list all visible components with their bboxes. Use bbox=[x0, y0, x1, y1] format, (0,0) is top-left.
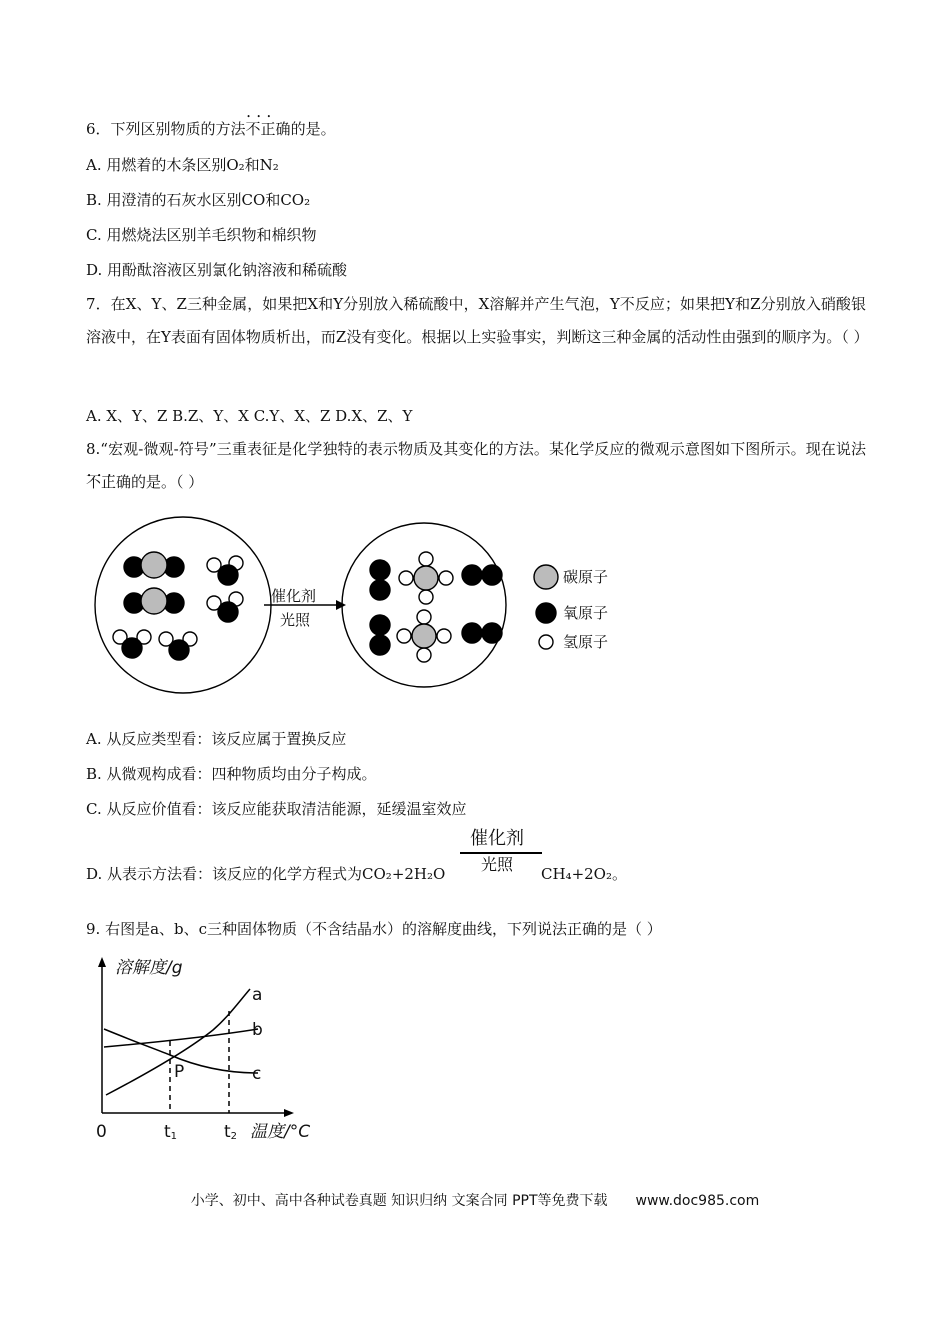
q6-option-a: A. 用燃着的木条区别O₂和N₂ bbox=[86, 156, 279, 174]
hydrogen-atom-legend-icon bbox=[539, 635, 553, 649]
q6-option-c: C. 用燃烧法区别羊毛织物和棉织物 bbox=[86, 226, 317, 244]
q7-stem: 7．在X、Y、Z三种金属，如果把X和Y分别放入稀硫酸中，X溶解并产生气泡，Y不反应；如果把Y和Z分别放入硝酸银溶液中，在Y表面有固体物质析出，而Z没有变化。根据以上实验事实，判断这三种金属的活动性由强到的顺序为。（ ） bbox=[86, 295, 869, 346]
x-axis-arrow-icon bbox=[284, 1109, 294, 1117]
q8-option-c: C. 从反应价值看：该反应能获取清洁能源，延缓温室效应 bbox=[86, 800, 467, 818]
graph-point-p: P bbox=[174, 1062, 185, 1082]
y-axis-arrow-icon bbox=[98, 957, 106, 967]
q8-option-a: A. 从反应类型看：该反应属于置换反应 bbox=[86, 730, 347, 748]
curve-c-label: c bbox=[252, 1064, 262, 1084]
q6-option-d: D. 用酚酞溶液区别氯化钠溶液和稀硫酸 bbox=[86, 261, 348, 279]
t2-letter: t bbox=[224, 1122, 231, 1142]
h2o-molecule bbox=[159, 632, 197, 660]
equation-condition-top: 催化剂 bbox=[470, 828, 524, 849]
graph-xlabel: 温度/°C bbox=[250, 1122, 311, 1142]
q6-option-b: B. 用澄清的石灰水区别CO和CO₂ bbox=[86, 191, 311, 209]
q8-option-b: B. 从微观构成看：四种物质均由分子构成。 bbox=[86, 765, 377, 783]
q8-stem-emphasis: ••• 不正确 bbox=[86, 473, 131, 491]
legend-hydrogen-label: 氢原子 bbox=[563, 633, 609, 651]
legend-carbon-label: 碳原子 bbox=[563, 568, 609, 586]
o2-molecule bbox=[370, 560, 390, 600]
oxygen-atom-legend-icon bbox=[536, 603, 556, 623]
curve-a-label: a bbox=[252, 985, 263, 1005]
carbon-atom-legend-icon bbox=[534, 565, 558, 589]
curve-b-label: b bbox=[252, 1020, 263, 1040]
t2-subscript: 2 bbox=[230, 1131, 238, 1142]
page-footer bbox=[0, 1190, 950, 1210]
graph-t2-label bbox=[224, 1122, 237, 1147]
q9-stem: 9. 右图是a、b、c三种固体物质（不含结晶水）的溶解度曲线，下列说法正确的是（ ） bbox=[86, 920, 662, 938]
co2-molecule bbox=[124, 552, 184, 578]
o2-molecule bbox=[370, 615, 390, 655]
ch4-molecule bbox=[397, 589, 451, 662]
arrow-label-bottom: 光照 bbox=[280, 611, 311, 629]
q7-options: A. X、Y、Z B.Z、Y、X C.Y、X、Z D.X、Z、Y bbox=[86, 407, 413, 425]
q8-option-d-pre: D. 从表示方法看：该反应的化学方程式为CO₂+2H₂O bbox=[86, 865, 446, 883]
q6-stem-post: 的是。 bbox=[290, 120, 336, 138]
arrow-label-top: 催化剂 bbox=[271, 587, 317, 605]
q8-stem bbox=[86, 433, 866, 499]
equation-arrow-line bbox=[460, 852, 542, 854]
o2-molecule bbox=[462, 565, 502, 585]
co2-molecule bbox=[124, 588, 184, 614]
q6-stem-emphasis: ••• 不正确 bbox=[246, 120, 291, 138]
h2o-molecule bbox=[113, 630, 151, 658]
h2o-molecule bbox=[207, 592, 243, 622]
o2-molecule bbox=[462, 623, 502, 643]
t1-subscript: 1 bbox=[170, 1131, 178, 1142]
footer-url[interactable]: www.doc985.com bbox=[635, 1193, 760, 1209]
q6-stem bbox=[86, 119, 336, 139]
reaction-diagram bbox=[90, 515, 630, 699]
equation-condition-bottom: 光照 bbox=[481, 855, 514, 874]
q8-stem-post: 的是。（ ） bbox=[131, 473, 204, 491]
graph-ylabel: 溶解度/g bbox=[115, 958, 183, 978]
graph-t1-label bbox=[164, 1122, 177, 1147]
graph-origin: 0 bbox=[96, 1122, 107, 1142]
h2o-molecule bbox=[207, 556, 243, 585]
q8-stem-pre: 8.“宏观-微观-符号”三重表征是化学独特的表示物质及其变化的方法。某化学反应的微观示意图如下图所示。现在说法 bbox=[86, 440, 866, 458]
q6-stem-pre: 6．下列区别物质的方法 bbox=[86, 120, 246, 138]
legend-oxygen-label: 氧原子 bbox=[563, 604, 609, 622]
t1-letter: t bbox=[164, 1122, 171, 1142]
footer-text: 小学、初中、高中各种试卷真题 知识归纳 文案合同 PPT等免费下载 bbox=[190, 1193, 608, 1209]
q8-option-d-post: CH₄+2O₂。 bbox=[541, 865, 627, 883]
